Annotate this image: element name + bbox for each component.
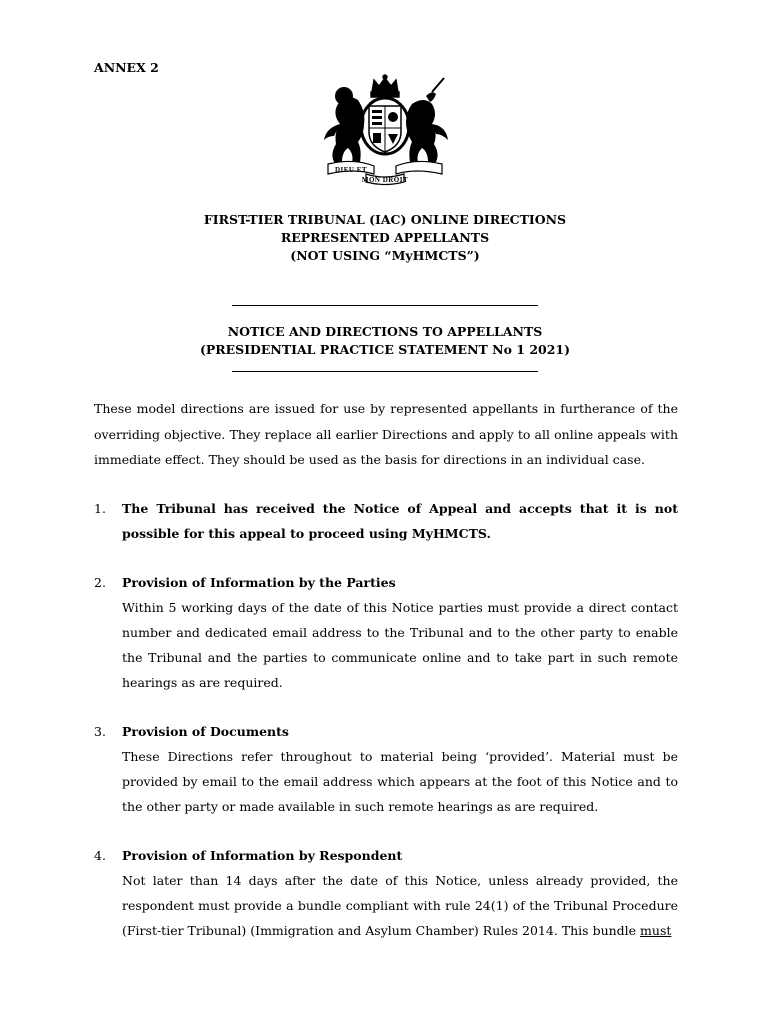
item-number: 2. bbox=[94, 575, 106, 590]
item-heading: The Tribunal has received the Notice of Appeal and accepts that it is not possible for this appeal to proceed using MyHMCTS. bbox=[122, 501, 678, 541]
intro-paragraph: These model directions are issued for use by represented appellants in furtherance of the overriding objective. They replace all earlier Directions and apply to all online appeals with immediate effect. They should be used as the basis for directions in an individual case. bbox=[94, 401, 678, 467]
item-heading: Provision of Documents bbox=[122, 724, 289, 739]
item-text: Not later than 14 days after the date of this Notice, unless already provided, the respondent must provide a bundle compliant with rule 24(1) of the Tribunal Procedure (First-tier Tribunal) (Immigration and Asylum Chamber) Rules 2014. This bundle bbox=[122, 873, 678, 938]
divider-bottom bbox=[232, 371, 538, 372]
royal-coat-of-arms-icon bbox=[314, 74, 456, 186]
item-text-underlined: must bbox=[640, 923, 672, 938]
divider-top bbox=[232, 305, 538, 306]
item-text: These Directions refer throughout to material being ‘provided’. Material must be provided by email to the email address which appears at the foot of this Notice and to the other party or made available in such remote hearings as are required. bbox=[122, 749, 678, 814]
annex-label: ANNEX 2 bbox=[94, 60, 159, 75]
title-line-2: REPRESENTED APPELLANTS bbox=[280, 230, 490, 245]
title-line-1: FIRST-TIER TRIBUNAL (IAC) ONLINE DIRECTIONS bbox=[203, 212, 567, 227]
document-title bbox=[94, 211, 676, 265]
crest-motto-right: MON DROIT bbox=[361, 176, 409, 184]
item-heading: Provision of Information by Respondent bbox=[122, 848, 403, 863]
notice-heading bbox=[94, 323, 676, 359]
crest-motto-left: DIEU ET bbox=[334, 166, 368, 174]
notice-line-2: (PRESIDENTIAL PRACTICE STATEMENT No 1 2021) bbox=[199, 342, 571, 357]
item-heading: Provision of Information by the Parties bbox=[122, 575, 396, 590]
title-line-3: (NOT USING “MyHMCTS”) bbox=[290, 248, 480, 263]
item-number: 1. bbox=[94, 501, 106, 516]
item-number: 3. bbox=[94, 724, 106, 739]
notice-line-1: NOTICE AND DIRECTIONS TO APPELLANTS bbox=[227, 324, 543, 339]
item-number: 4. bbox=[94, 848, 106, 863]
item-text: Within 5 working days of the date of this Notice parties must provide a direct contact number and dedicated email address to the Tribunal and to the other party to enable the Tribunal and the parties to communicate online and to take part in such remote hearings as are required. bbox=[122, 600, 678, 690]
